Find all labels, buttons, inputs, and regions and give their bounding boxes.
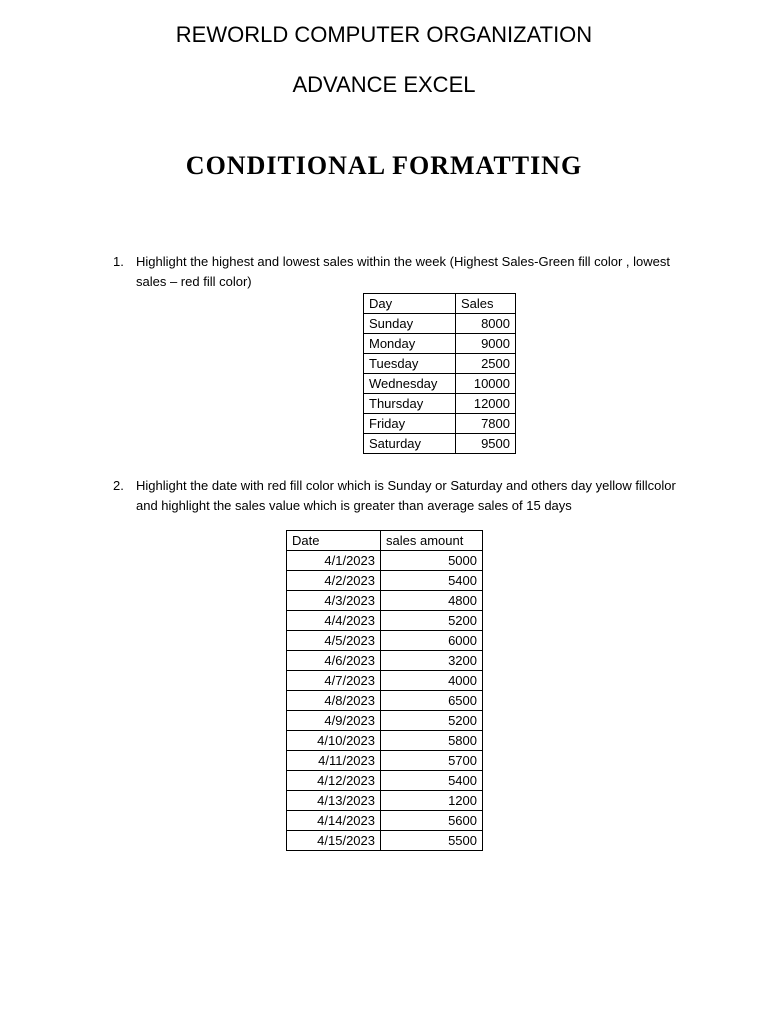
amount-cell: 4000 bbox=[381, 671, 483, 691]
sales-cell: 8000 bbox=[456, 314, 516, 334]
date-cell: 4/15/2023 bbox=[287, 831, 381, 851]
column-header-date: Date bbox=[287, 531, 381, 551]
table-row bbox=[287, 631, 483, 651]
date-cell: 4/14/2023 bbox=[287, 811, 381, 831]
page-title: CONDITIONAL FORMATTING bbox=[185, 151, 583, 180]
table-row bbox=[364, 354, 516, 374]
table-row bbox=[287, 731, 483, 751]
table-row bbox=[364, 374, 516, 394]
date-cell: 4/7/2023 bbox=[287, 671, 381, 691]
amount-cell: 5200 bbox=[381, 711, 483, 731]
table-row bbox=[287, 791, 483, 811]
day-cell: Wednesday bbox=[364, 374, 456, 394]
question-2-text-line-2: and highlight the sales value which is greater than average sales of 15 days bbox=[136, 498, 572, 513]
table-row bbox=[364, 314, 516, 334]
date-cell: 4/8/2023 bbox=[287, 691, 381, 711]
table-row bbox=[287, 651, 483, 671]
day-cell: Friday bbox=[364, 414, 456, 434]
table-row bbox=[287, 671, 483, 691]
table-header-row bbox=[287, 531, 483, 551]
date-cell: 4/11/2023 bbox=[287, 751, 381, 771]
amount-cell: 5200 bbox=[381, 611, 483, 631]
date-cell: 4/12/2023 bbox=[287, 771, 381, 791]
table-row bbox=[287, 551, 483, 571]
table-row bbox=[287, 591, 483, 611]
table-row bbox=[287, 571, 483, 591]
date-cell: 4/6/2023 bbox=[287, 651, 381, 671]
date-cell: 4/3/2023 bbox=[287, 591, 381, 611]
amount-cell: 4800 bbox=[381, 591, 483, 611]
table-row bbox=[364, 334, 516, 354]
table-row bbox=[287, 811, 483, 831]
table-row bbox=[287, 611, 483, 631]
daily-sales-table bbox=[286, 530, 483, 851]
day-cell: Monday bbox=[364, 334, 456, 354]
amount-cell: 1200 bbox=[381, 791, 483, 811]
amount-cell: 6000 bbox=[381, 631, 483, 651]
weekly-sales-table-body bbox=[364, 294, 516, 454]
table-row bbox=[364, 414, 516, 434]
date-cell: 4/10/2023 bbox=[287, 731, 381, 751]
daily-sales-table-body bbox=[287, 531, 483, 851]
amount-cell: 5400 bbox=[381, 571, 483, 591]
question-1-number: 1. bbox=[113, 254, 124, 269]
date-cell: 4/5/2023 bbox=[287, 631, 381, 651]
table-row bbox=[287, 831, 483, 851]
amount-cell: 5700 bbox=[381, 751, 483, 771]
amount-cell: 5000 bbox=[381, 551, 483, 571]
table-row bbox=[287, 711, 483, 731]
amount-cell: 5400 bbox=[381, 771, 483, 791]
sales-cell: 10000 bbox=[456, 374, 516, 394]
table-row bbox=[364, 434, 516, 454]
question-2-number: 2. bbox=[113, 478, 124, 493]
date-cell: 4/1/2023 bbox=[287, 551, 381, 571]
sales-cell: 9000 bbox=[456, 334, 516, 354]
column-header-sales-amount: sales amount bbox=[381, 531, 483, 551]
amount-cell: 5500 bbox=[381, 831, 483, 851]
amount-cell: 5600 bbox=[381, 811, 483, 831]
day-cell: Sunday bbox=[364, 314, 456, 334]
question-2-text-line-1: Highlight the date with red fill color which is Sunday or Saturday and others day yellow fillcolor bbox=[136, 478, 676, 493]
table-row bbox=[287, 771, 483, 791]
date-cell: 4/2/2023 bbox=[287, 571, 381, 591]
sales-cell: 7800 bbox=[456, 414, 516, 434]
date-cell: 4/9/2023 bbox=[287, 711, 381, 731]
sales-cell: 2500 bbox=[456, 354, 516, 374]
date-cell: 4/13/2023 bbox=[287, 791, 381, 811]
table-row bbox=[287, 691, 483, 711]
column-header-day: Day bbox=[364, 294, 456, 314]
day-cell: Tuesday bbox=[364, 354, 456, 374]
organization-title: REWORLD COMPUTER ORGANIZATION bbox=[175, 22, 593, 47]
course-title: ADVANCE EXCEL bbox=[292, 72, 476, 97]
table-header-row bbox=[364, 294, 516, 314]
weekly-sales-table bbox=[363, 293, 516, 454]
question-1-text-line-2: sales – red fill color) bbox=[136, 274, 252, 289]
amount-cell: 3200 bbox=[381, 651, 483, 671]
sales-cell: 9500 bbox=[456, 434, 516, 454]
day-cell: Saturday bbox=[364, 434, 456, 454]
column-header-sales: Sales bbox=[456, 294, 516, 314]
date-cell: 4/4/2023 bbox=[287, 611, 381, 631]
day-cell: Thursday bbox=[364, 394, 456, 414]
question-1-text-line-1: Highlight the highest and lowest sales within the week (Highest Sales-Green fill color , lowest bbox=[136, 254, 670, 269]
table-row bbox=[364, 394, 516, 414]
table-row bbox=[287, 751, 483, 771]
amount-cell: 6500 bbox=[381, 691, 483, 711]
amount-cell: 5800 bbox=[381, 731, 483, 751]
sales-cell: 12000 bbox=[456, 394, 516, 414]
